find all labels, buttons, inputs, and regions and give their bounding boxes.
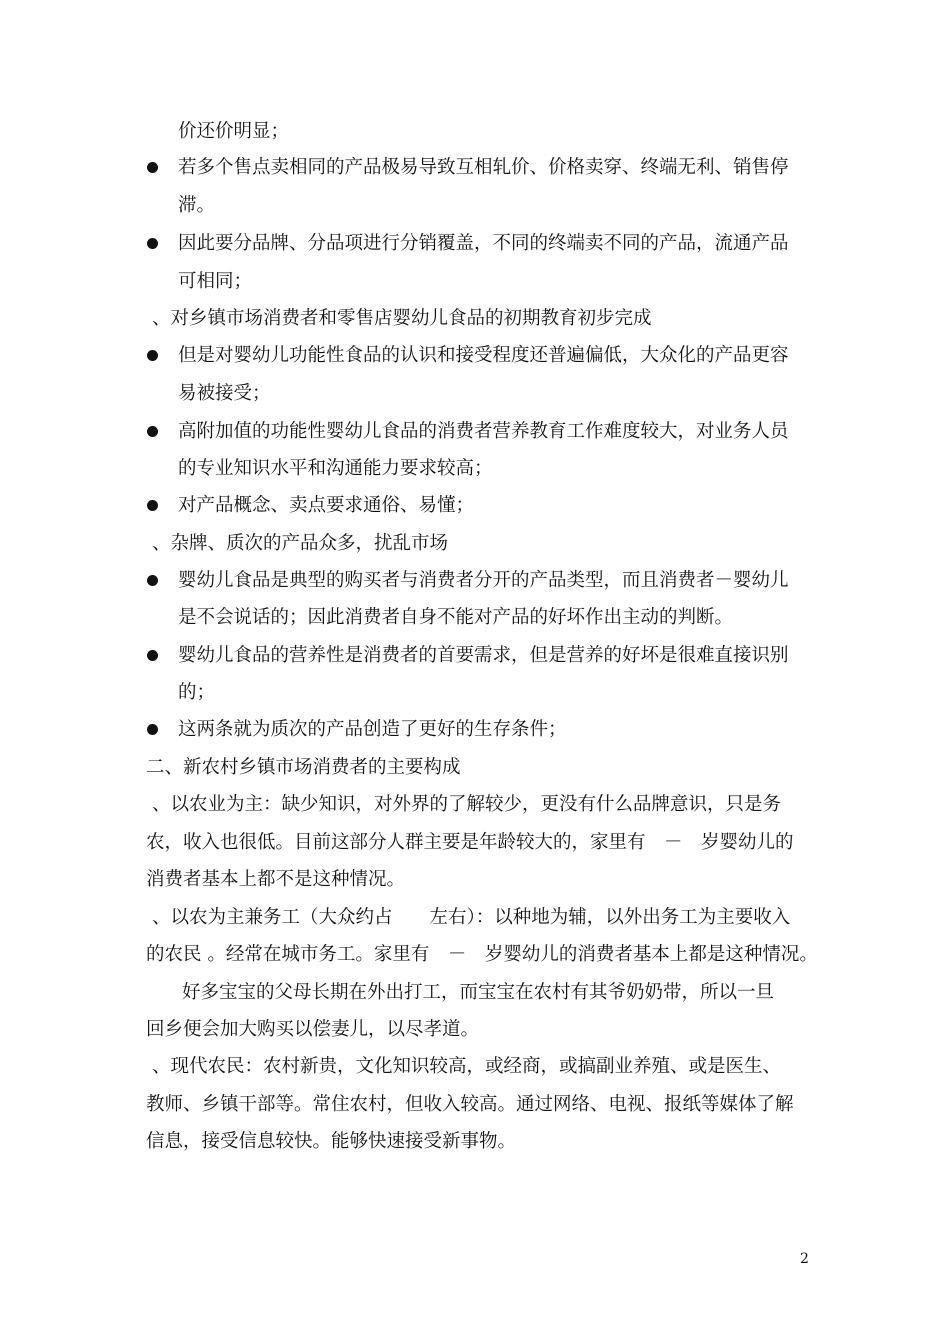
bullet-item-text: 对产品概念、卖点要求通俗、易懂； <box>178 495 475 516</box>
bullet-item-text: 婴幼儿食品是典型的购买者与消费者分开的产品类型，而且消费者－婴幼儿 <box>178 570 789 591</box>
bullet-icon <box>147 238 158 249</box>
paragraph-line: 的农民 。经常在城市务工。家里有 － 岁婴幼儿的消费者基本上都是这种情况。 <box>146 944 818 965</box>
paragraph-line: 回乡便会加大购买以偿妻儿，以尽孝道。 <box>146 1019 480 1040</box>
text-line: 的； <box>178 682 216 703</box>
text-line: 滞。 <box>178 195 216 216</box>
section-title: 二、新农村乡镇市场消费者的主要构成 <box>146 757 461 778</box>
bullet-icon <box>147 650 158 661</box>
bullet-icon <box>147 350 158 361</box>
text-line: 的专业知识水平和沟通能力要求较高； <box>178 458 493 479</box>
bullet-icon <box>147 500 158 511</box>
text-line: 是不会说话的；因此消费者自身不能对产品的好坏作出主动的判断。 <box>178 607 734 628</box>
bullet-item-text: 但是对婴幼儿功能性食品的认识和接受程度还普遍偏低，大众化的产品更容 <box>178 345 789 366</box>
bullet-item-text: 这两条就为质次的产品创造了更好的生存条件； <box>178 719 567 740</box>
section-heading: 、杂牌、质次的产品众多，扰乱市场 <box>152 533 449 554</box>
paragraph-line: 信息，接受信息较快。能够快速接受新事物。 <box>146 1131 517 1152</box>
text-line: 可相同； <box>178 271 253 292</box>
page-number: 2 <box>800 1251 809 1267</box>
paragraph-line: 、以农业为主：缺少知识，对外界的了解较少，更没有什么品牌意识，只是务 <box>152 794 782 815</box>
bullet-item-text: 婴幼儿食品的营养性是消费者的首要需求，但是营养的好坏是很难直接识别 <box>178 645 789 666</box>
paragraph-line: 消费者基本上都不是这种情况。 <box>146 869 406 890</box>
text-line: 易被接受； <box>178 383 271 404</box>
paragraph-line: 农，收入也很低。目前这部分人群主要是年龄较大的，家里有 － 岁婴幼儿的 <box>146 832 794 853</box>
text-line: 价还价明显； <box>178 121 290 142</box>
bullet-item-text: 若多个售点卖相同的产品极易导致互相轧价、价格卖穿、终端无利、销售停 <box>178 157 789 178</box>
paragraph-line: 好多宝宝的父母长期在外出打工，而宝宝在农村有其爷奶奶带，所以一旦 <box>182 982 775 1003</box>
bullet-item-text: 因此要分品牌、分品项进行分销覆盖，不同的终端卖不同的产品，流通产品 <box>178 233 789 254</box>
bullet-icon <box>147 575 158 586</box>
bullet-icon <box>147 426 158 437</box>
paragraph-line: 、以农为主兼务工（大众约占 左右）：以种地为辅，以外出务工为主要收入 <box>152 907 791 928</box>
bullet-item-text: 高附加值的功能性婴幼儿食品的消费者营养教育工作难度较大，对业务人员 <box>178 421 789 442</box>
bullet-icon <box>147 162 158 173</box>
bullet-icon <box>147 724 158 735</box>
section-heading: 、对乡镇市场消费者和零售店婴幼儿食品的初期教育初步完成 <box>152 308 652 329</box>
paragraph-line: 教师、乡镇干部等。常住农村，但收入较高。通过网络、电视、报纸等媒体了解 <box>146 1094 794 1115</box>
paragraph-line: 、现代农民：农村新贵，文化知识较高，或经商，或搞副业养殖、或是医生、 <box>152 1056 782 1077</box>
